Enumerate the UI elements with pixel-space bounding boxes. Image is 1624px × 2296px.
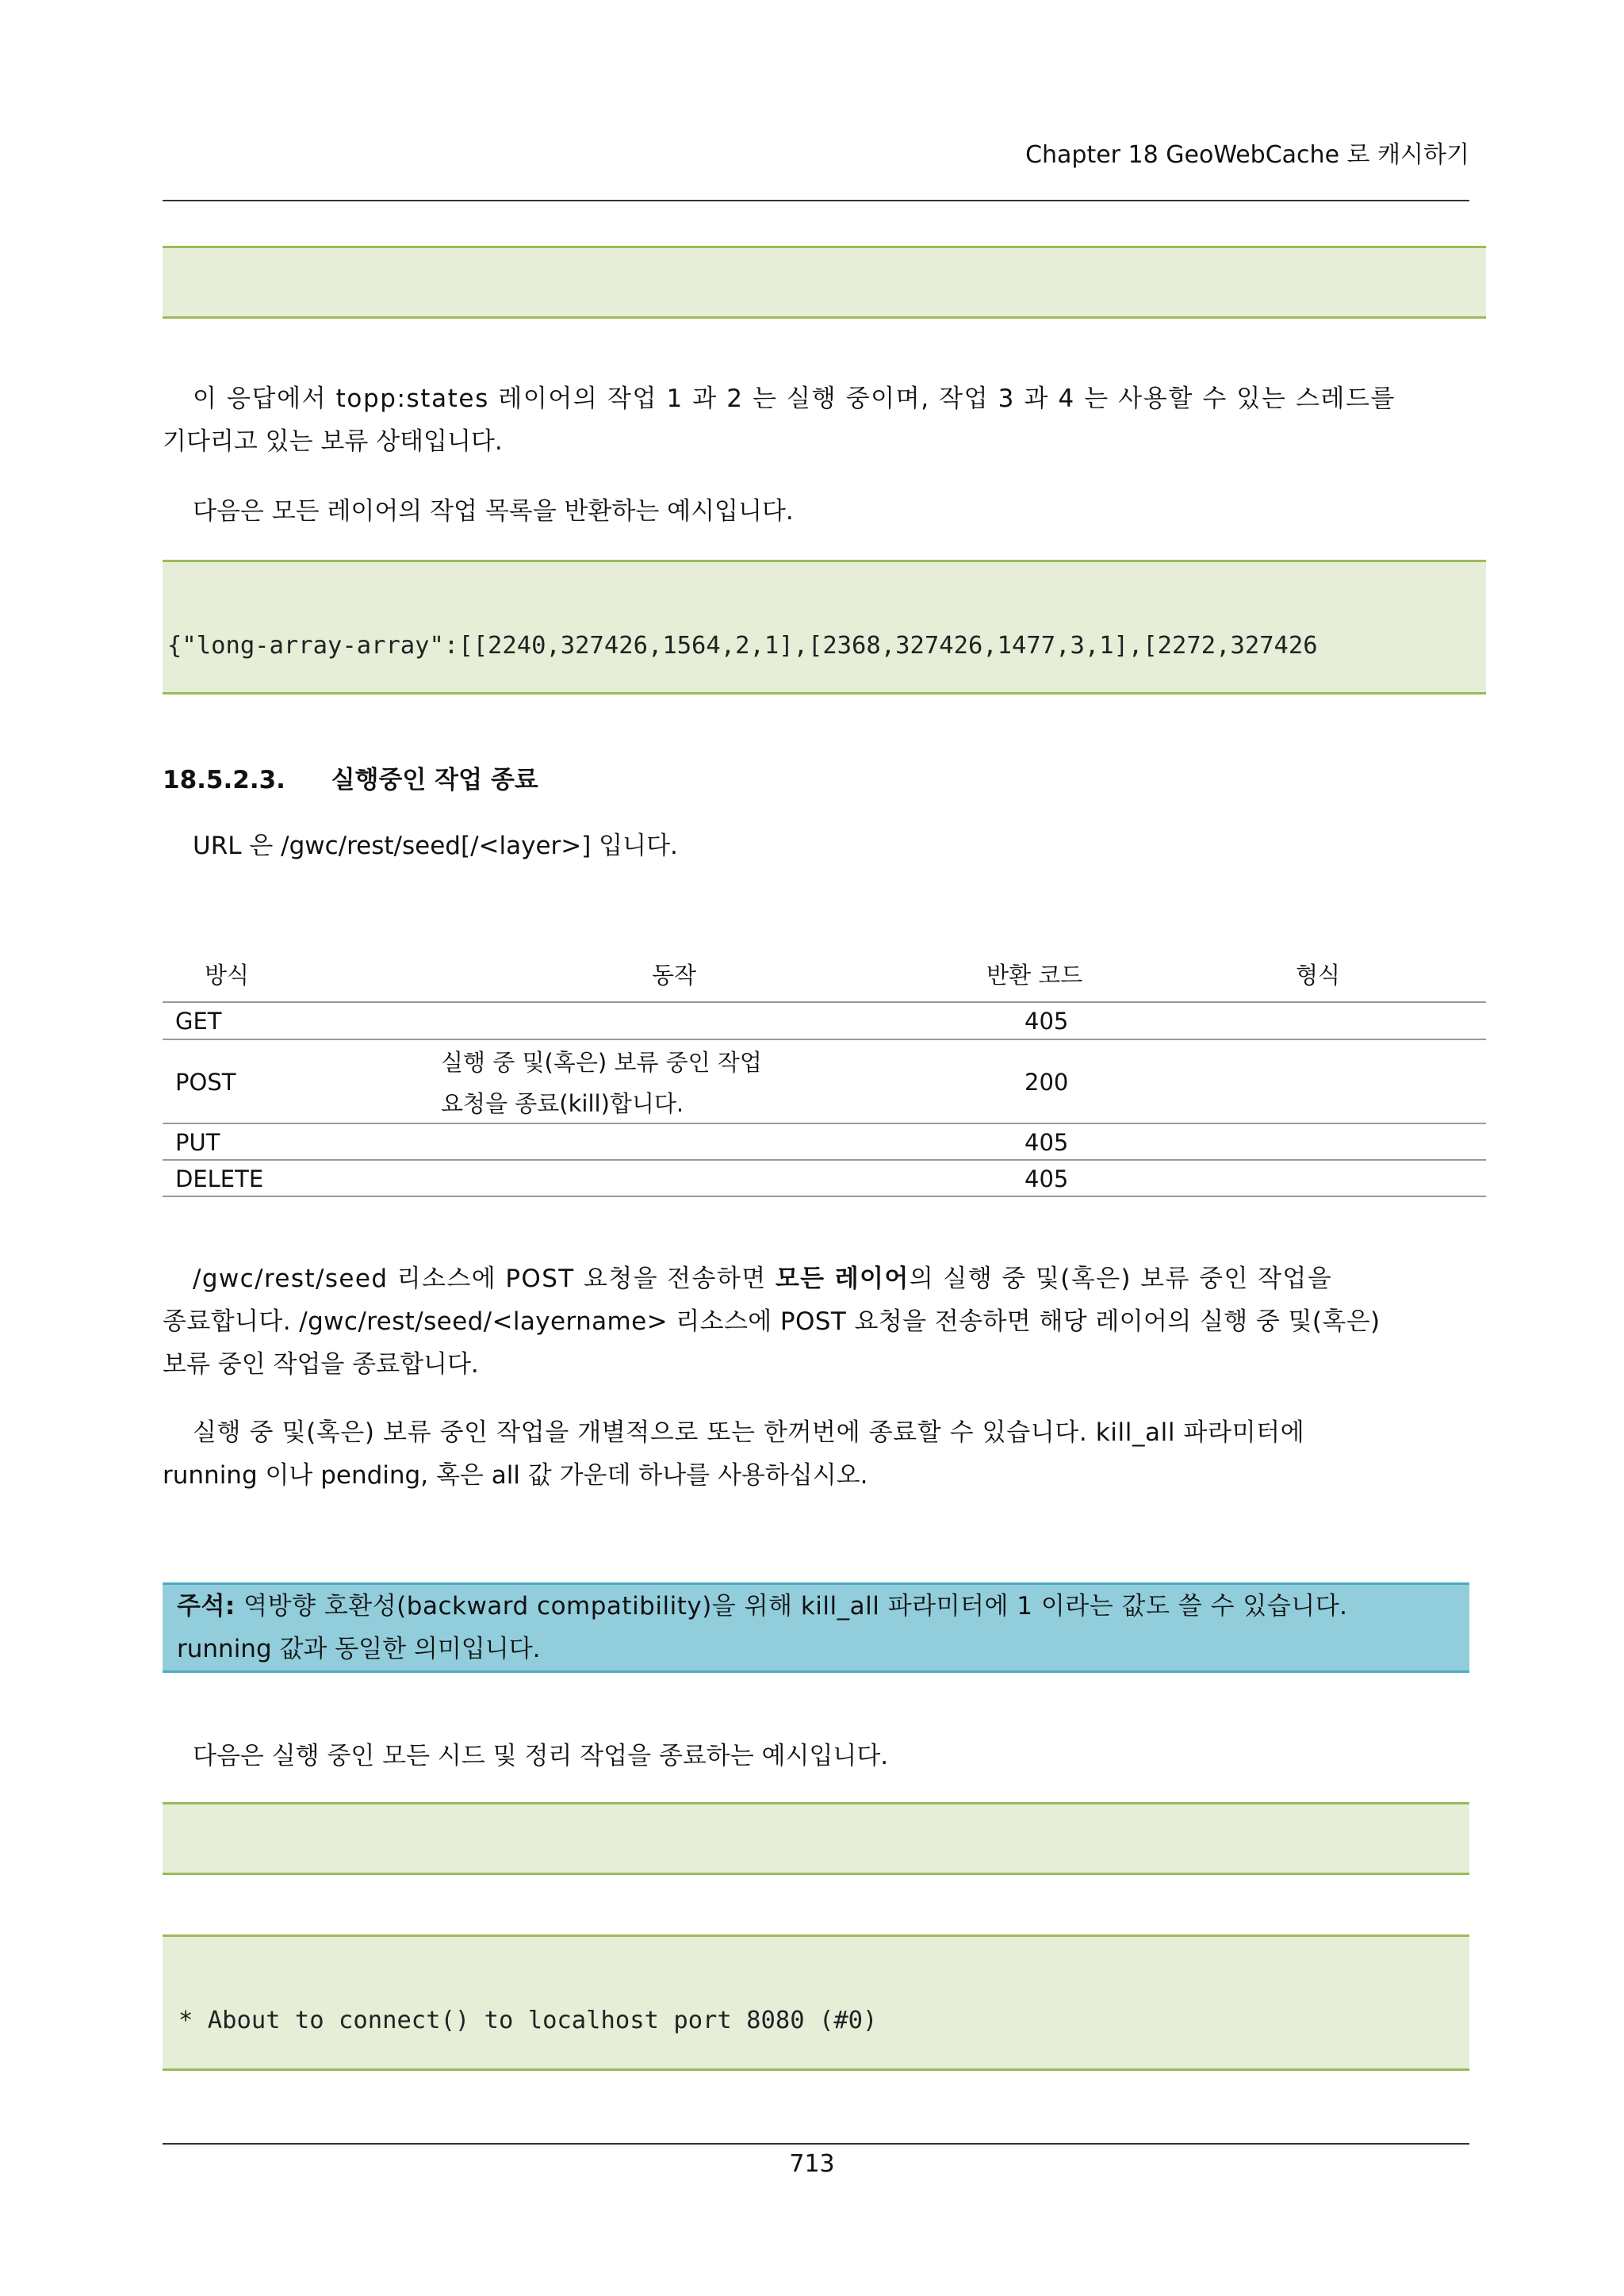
- text-line: running 이나 pending, 혹은 all 값 가운데 하나를 사용하십시오.: [163, 1461, 868, 1490]
- table-header-format: 형식: [1296, 962, 1341, 989]
- text-span: /gwc/rest/seed 리소스에 POST 요청을 전송하면: [193, 1265, 776, 1293]
- table-cell-method: GET: [175, 1008, 222, 1035]
- table-cell-code: 200: [1025, 1069, 1069, 1096]
- section-number: 18.5.2.3.: [163, 766, 285, 794]
- text-line: 보류 중인 작업을 종료합니다.: [163, 1350, 479, 1379]
- table-header-method: 방식: [205, 962, 250, 989]
- text-line: 실행 중 및(혹은) 보류 중인 작업을 개별적으로 또는 한꺼번에 종료할 수 있습니다. kill_all 파라미터에: [193, 1418, 1305, 1447]
- text-line: URL 은 /gwc/rest/seed[/<layer>] 입니다.: [193, 832, 678, 860]
- bold-text: 모든 레이어: [775, 1265, 910, 1293]
- table-cell-code: 405: [1025, 1129, 1069, 1156]
- code-line: [178, 1873, 1466, 1875]
- table-rule: [163, 1039, 1486, 1040]
- text-line: 기다리고 있는 보류 상태입니다.: [163, 427, 503, 456]
- table-cell-method: PUT: [175, 1129, 220, 1156]
- paragraph-kill-example: [163, 1735, 1469, 1777]
- note-box: [163, 1582, 1469, 1673]
- paragraph-kill-all: [163, 1411, 1469, 1497]
- text-line: [163, 1257, 1469, 1300]
- text-span: 역방향 호환성(backward compatibility)을 위해 kill_all 파라미터에 1 이라는 값도 쓸 수 있습니다.: [235, 1592, 1348, 1621]
- text-line: 다음은 실행 중인 모든 시드 및 정리 작업을 종료하는 예시입니다.: [193, 1742, 889, 1770]
- note-label: 주석:: [177, 1592, 236, 1621]
- text-line: [177, 1585, 1455, 1628]
- page-number: 713: [789, 2150, 835, 2178]
- code-block-curl-command[interactable]: [163, 1802, 1469, 1875]
- table-cell-code: 405: [1025, 1165, 1069, 1192]
- table-rule: [163, 1001, 1486, 1003]
- text-line: running 값과 동일한 의미입니다.: [177, 1635, 541, 1663]
- text-span: 의 실행 중 및(혹은) 보류 중인 작업을: [909, 1265, 1333, 1293]
- table-cell-method: POST: [175, 1069, 236, 1096]
- table-rule: [163, 1159, 1486, 1161]
- footer-rule: [163, 2143, 1469, 2145]
- paragraph-seed-resource: [163, 1257, 1469, 1386]
- table-cell-code: 405: [1025, 1008, 1069, 1035]
- table-header-return-code: 반환 코드: [986, 962, 1083, 989]
- code-line: {"long-array-array":[[2240,327426,1564,2,1],[2368,327426,1477,3,1],[2272,327426: [167, 632, 1318, 660]
- text-line: 이 응답에서 topp:states 레이어의 작업 1 과 2 는 실행 중이며, 작업 3 과 4 는 사용할 수 있는 스레드를: [193, 385, 1396, 413]
- text-line: 종료합니다. /gwc/rest/seed/<layername> 리소스에 POST 요청을 전송하면 해당 레이어의 실행 중 및(혹은): [163, 1307, 1381, 1336]
- running-header: Chapter 18 GeoWebCache 로 캐시하기: [1025, 141, 1469, 169]
- table-rule: [163, 1123, 1486, 1124]
- section-title: 실행중인 작업 종료: [331, 766, 538, 794]
- code-line: * About to connect() to localhost port 8080 (#0): [178, 2007, 878, 2034]
- table-header-action: 동작: [652, 962, 697, 989]
- table-cell-action: 요청을 종료(kill)합니다.: [441, 1090, 684, 1117]
- table-rule: [163, 1196, 1486, 1197]
- table-cell-method: DELETE: [175, 1165, 264, 1192]
- code-block-curl-output[interactable]: [163, 1934, 1469, 2071]
- text-line: 다음은 모든 레이어의 작업 목록을 반환하는 예시입니다.: [193, 497, 794, 526]
- table-cell-action: 실행 중 및(혹은) 보류 중인 작업: [441, 1049, 762, 1076]
